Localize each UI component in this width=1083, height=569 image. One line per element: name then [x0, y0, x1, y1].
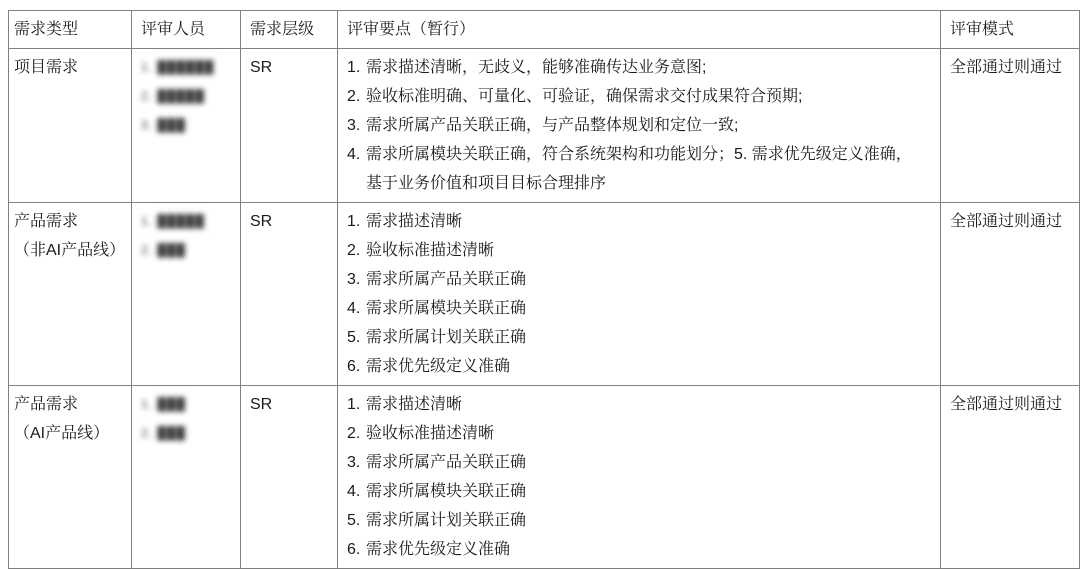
redacted-reviewer-name: 1. ██████: [141, 60, 215, 74]
point-number: 6.: [347, 541, 361, 558]
point-text: 需求描述清晰，无歧义，能够准确传达业务意图;: [366, 59, 707, 76]
point-text: 需求所属模块关联正确: [366, 300, 527, 317]
requirement-level-cell: SR: [241, 49, 338, 203]
point-text: 验收标准描述清晰: [366, 242, 495, 259]
point-number: 4.: [347, 483, 361, 500]
point-number: 3.: [347, 454, 361, 471]
review-point: [347, 53, 924, 82]
point-text: 需求优先级定义准确: [366, 358, 511, 375]
table-row-product-requirement-ai: [9, 386, 1080, 569]
review-point: [347, 419, 924, 448]
review-point: [347, 236, 924, 265]
requirement-type-subtext: （AI产品线）: [14, 425, 110, 442]
col-header-review-mode: 评审模式: [941, 11, 1080, 49]
review-point: [347, 323, 924, 352]
review-points-cell: [338, 203, 941, 386]
requirement-type-cell: [9, 203, 132, 386]
point-number: 3.: [347, 117, 361, 134]
requirement-type-cell: [9, 386, 132, 569]
requirement-level-cell: SR: [241, 386, 338, 569]
point-number: 4.: [347, 300, 361, 317]
redacted-reviewer-name: 2. ███: [141, 243, 186, 257]
point-number: 2.: [347, 88, 361, 105]
table-row-product-requirement-non-ai: [9, 203, 1080, 386]
requirement-type-text: 产品需求: [14, 213, 79, 230]
col-header-reviewers: 评审人员: [132, 11, 241, 49]
reviewers-cell: [132, 203, 241, 386]
review-point: [347, 265, 924, 294]
requirement-type-subtext: （非AI产品线）: [14, 242, 126, 259]
point-number: 1.: [347, 213, 361, 230]
point-text: 需求所属模块关联正确: [366, 483, 527, 500]
review-point: [347, 111, 924, 140]
table-row-project-requirement: [9, 49, 1080, 203]
header-row: [9, 11, 1080, 49]
reviewers-cell: [132, 386, 241, 569]
point-text: 需求所属模块关联正确，符合系统架构和功能划分；5. 需求优先级定义准确，基于业务价值和项目目标合理排序: [366, 146, 912, 192]
redacted-reviewer-name: 2. ███: [141, 426, 186, 440]
point-text: 需求优先级定义准确: [366, 541, 511, 558]
point-number: 1.: [347, 59, 361, 76]
point-number: 3.: [347, 271, 361, 288]
review-mode-cell: 全部通过则通过: [941, 203, 1080, 386]
redacted-reviewer-name: 3. ███: [141, 118, 186, 132]
point-number: 2.: [347, 425, 361, 442]
point-text: 验收标准描述清晰: [366, 425, 495, 442]
point-number: 2.: [347, 242, 361, 259]
point-number: 1.: [347, 396, 361, 413]
redacted-reviewer-name: 2. █████: [141, 89, 205, 103]
review-point: [347, 390, 924, 419]
redacted-reviewer-name: 1. █████: [141, 214, 205, 228]
point-text: 需求所属产品关联正确: [366, 271, 527, 288]
review-point: [347, 477, 924, 506]
requirement-type-text: 产品需求: [14, 396, 79, 413]
point-number: 6.: [347, 358, 361, 375]
review-point: [347, 294, 924, 323]
reviewers-cell: [132, 49, 241, 203]
redacted-reviewer-name: 1. ███: [141, 397, 186, 411]
point-text: 需求所属计划关联正确: [366, 329, 527, 346]
review-point: [347, 207, 924, 236]
review-point: [347, 140, 924, 198]
col-header-requirement-level: 需求层级: [241, 11, 338, 49]
point-number: 4.: [347, 146, 361, 163]
point-number: 5.: [347, 512, 361, 529]
requirement-type-cell: [9, 49, 132, 203]
point-text: 需求所属产品关联正确: [366, 454, 527, 471]
point-text: 验收标准明确、可量化、可验证，确保需求交付成果符合预期;: [366, 88, 803, 105]
review-point: [347, 82, 924, 111]
review-mode-cell: 全部通过则通过: [941, 386, 1080, 569]
point-text: 需求描述清晰: [366, 396, 463, 413]
review-point: [347, 506, 924, 535]
col-header-requirement-type: 需求类型: [9, 11, 132, 49]
point-text: 需求所属计划关联正确: [366, 512, 527, 529]
review-point: [347, 448, 924, 477]
requirement-level-cell: SR: [241, 203, 338, 386]
point-text: 需求描述清晰: [366, 213, 463, 230]
requirement-review-table: [8, 10, 1080, 569]
review-point: [347, 352, 924, 381]
review-mode-cell: 全部通过则通过: [941, 49, 1080, 203]
col-header-review-points: 评审要点（暂行）: [338, 11, 941, 49]
point-text: 需求所属产品关联正确，与产品整体规划和定位一致;: [366, 117, 739, 134]
review-points-cell: [338, 49, 941, 203]
requirement-type-text: 项目需求: [14, 59, 79, 76]
review-points-cell: [338, 386, 941, 569]
point-number: 5.: [347, 329, 361, 346]
